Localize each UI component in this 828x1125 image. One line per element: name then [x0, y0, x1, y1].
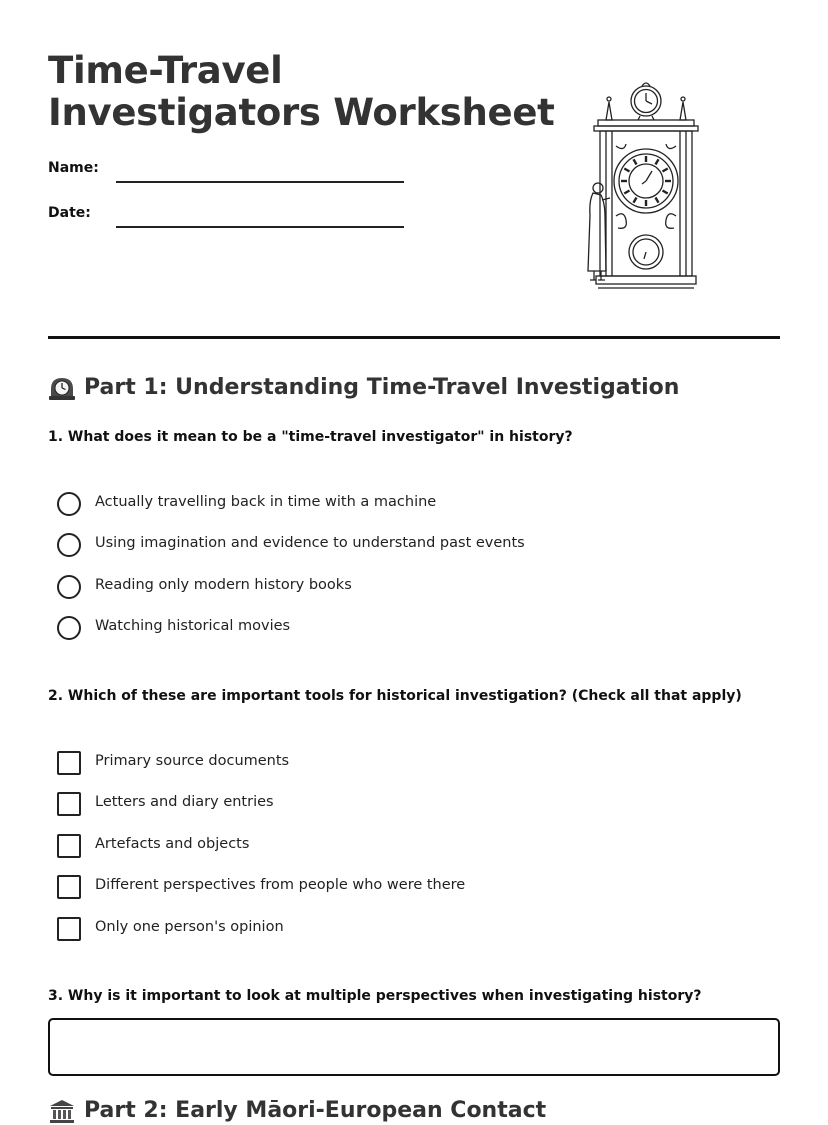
option-label: Different perspectives from people who were there	[95, 877, 466, 893]
option-label: Artefacts and objects	[95, 836, 250, 852]
question-1: 1. What does it mean to be a "time-travel investigator" in history?	[48, 429, 573, 445]
checkbox[interactable]	[57, 792, 81, 816]
date-field	[48, 205, 408, 229]
name-write-line[interactable]	[116, 181, 404, 183]
checkbox[interactable]	[57, 751, 81, 775]
mantelpiece-clock-icon	[48, 375, 78, 401]
q1-option-1[interactable]	[57, 491, 737, 515]
classical-building-icon	[48, 1098, 78, 1124]
name-field	[48, 160, 408, 184]
title-line-1: Time-Travel	[48, 49, 283, 92]
question-3: 3. Why is it important to look at multiple perspectives when investigating history?	[48, 988, 702, 1004]
date-label: Date:	[48, 205, 91, 221]
worksheet-page	[48, 0, 780, 1123]
header-divider	[48, 336, 780, 339]
checkbox[interactable]	[57, 917, 81, 941]
option-label: Reading only modern history books	[95, 577, 352, 593]
question-2: 2. Which of these are important tools for historical investigation? (Check all that apply)	[48, 688, 742, 704]
q1-option-4[interactable]	[57, 615, 737, 639]
option-label: Watching historical movies	[95, 618, 291, 634]
q3-answer-box[interactable]	[48, 1018, 780, 1076]
name-label: Name:	[48, 160, 99, 176]
q2-option-2[interactable]	[57, 791, 737, 815]
worksheet-title	[48, 49, 555, 134]
part2-heading-text: Part 2: Early Māori-European Contact	[84, 1098, 547, 1123]
q1-option-2[interactable]	[57, 532, 737, 556]
option-label: Only one person's opinion	[95, 919, 284, 935]
q2-option-3[interactable]	[57, 833, 737, 857]
title-line-2: Investigators Worksheet	[48, 91, 555, 134]
part2-heading	[48, 1097, 546, 1125]
option-label: Actually travelling back in time with a machine	[95, 494, 437, 510]
q2-option-1[interactable]	[57, 750, 737, 774]
radio-button[interactable]	[57, 575, 81, 599]
q2-option-4[interactable]	[57, 874, 737, 898]
date-write-line[interactable]	[116, 226, 404, 228]
q1-option-3[interactable]	[57, 574, 737, 598]
option-label: Primary source documents	[95, 753, 290, 769]
radio-button[interactable]	[57, 616, 81, 640]
grandfather-clock-illustration	[586, 76, 706, 291]
part1-heading	[48, 374, 679, 402]
option-label: Using imagination and evidence to understand past events	[95, 535, 525, 551]
q2-option-5[interactable]	[57, 916, 737, 940]
option-label: Letters and diary entries	[95, 794, 274, 810]
radio-button[interactable]	[57, 492, 81, 516]
radio-button[interactable]	[57, 533, 81, 557]
checkbox[interactable]	[57, 875, 81, 899]
checkbox[interactable]	[57, 834, 81, 858]
part1-heading-text: Part 1: Understanding Time-Travel Investigation	[84, 375, 680, 400]
